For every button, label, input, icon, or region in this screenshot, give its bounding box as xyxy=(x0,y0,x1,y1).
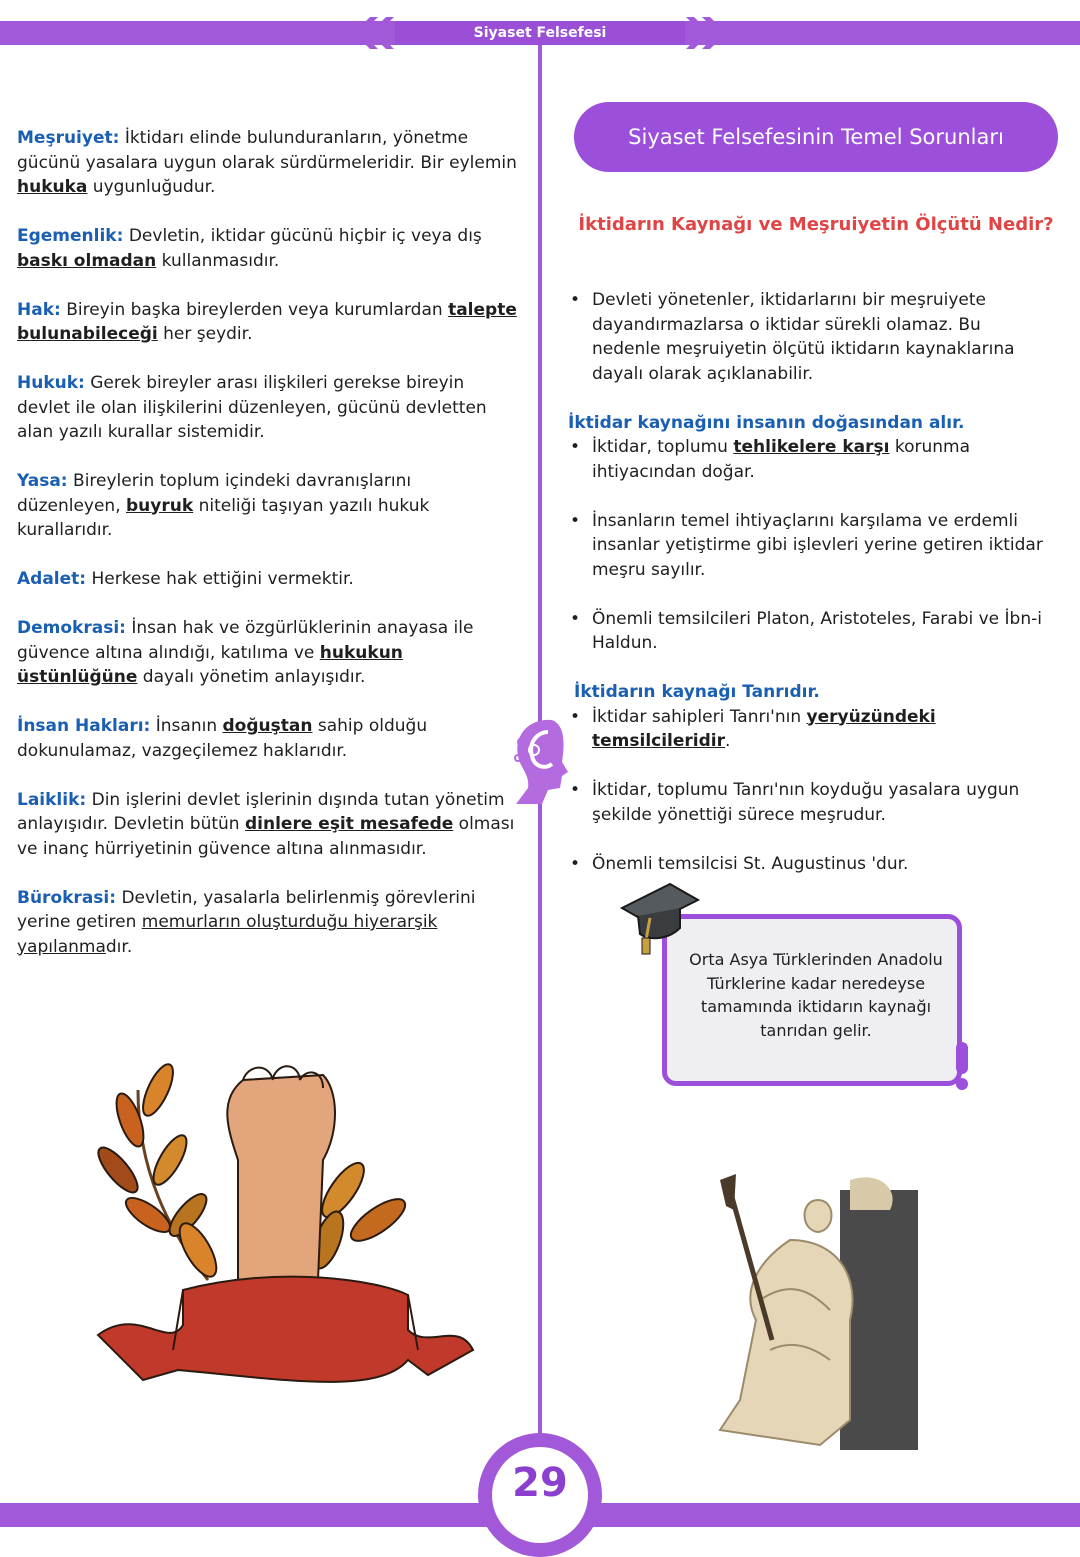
human-nature-bullet-1: • İktidar, toplumu tehlikelere karşı korunma ihtiyacından doğar. xyxy=(568,435,1048,484)
human-nature-bullet-2: • İnsanların temel ihtiyaçlarını karşılama ve erdemli insanlar yetiştirme gibi işlevleri yerine getiren iktidar meşru sayılır. xyxy=(568,509,1048,583)
intro-bullet: • Devleti yönetenler, iktidarlarını bir meşruiyete dayandırmazlarsa o iktidar sürekli olamaz. Bu nedenle meşruiyetin ölçütü iktidarın kaynaklarına dayalı olarak açıklanabilir. xyxy=(568,288,1048,386)
right-content xyxy=(568,288,1048,901)
section-human-nature-heading: İktidar kaynağını insanın doğasından alır. xyxy=(568,412,965,433)
definition-mesruiyet: Meşruiyet: İktidarı elinde bulunduranların, yönetme gücünü yasalara uygun olarak sürdürmeleridir. Bir eylemin hukuka uygunluğudur. xyxy=(17,128,517,197)
god-bullet-2: • İktidar, toplumu Tanrı'nın koyduğu yasalara uygun şekilde yönettiği sürece meşrudur. xyxy=(568,778,1048,827)
raised-fist-illustration xyxy=(78,1050,478,1395)
definition-yasa: Yasa: Bireylerin toplum içindeki davranışlarını düzenleyen, buyruk niteliği taşıyan yazılı hukuk kurallarıdır. xyxy=(17,471,430,540)
header-title: Siyaset Felsefesi xyxy=(395,21,685,45)
exclamation-icon xyxy=(952,1042,972,1092)
page-number: 29 xyxy=(512,1460,568,1506)
definitions-list xyxy=(17,126,517,984)
definition-hukuk: Hukuk: Gerek bireyler arası ilişkileri gerekse bireyin devlet ile olan ilişkilerini düzenleyen, gücünü devletten alan yazılı kurallar sistemidir. xyxy=(17,373,487,442)
graduation-cap-icon xyxy=(618,878,702,960)
god-bullet-1: • İktidar sahipleri Tanrı'nın yeryüzündeki temsilcileridir. xyxy=(568,705,1048,754)
section-title-pill: Siyaset Felsefesinin Temel Sorunları xyxy=(574,102,1058,172)
definition-hak: Hak: Bireyin başka bireylerden veya kurumlardan talepte bulunabileceği her şeydir. xyxy=(17,299,517,344)
chevron-right-icon xyxy=(682,17,732,49)
definition-demokrasi: Demokrasi: İnsan hak ve özgürlüklerinin anayasa ile güvence altına alındığı, katılıma ve hukukun üstünlüğüne dayalı yönetim anlayışıdır. xyxy=(17,618,474,687)
question-heading: İktidarın Kaynağı ve Meşruiyetin Ölçütü Nedir? xyxy=(578,214,1054,235)
god-bullet-3: • Önemli temsilcisi St. Augustinus 'dur. xyxy=(568,852,1048,877)
section-god-heading: İktidarın kaynağı Tanrıdır. xyxy=(574,682,820,702)
definition-insan-haklari: İnsan Hakları: İnsanın doğuştan sahip olduğu dokunulamaz, vazgeçilemez haklarıdır. xyxy=(17,716,428,761)
definition-laiklik: Laiklik: Din işlerini devlet işlerinin dışında tutan yönetim anlayışıdır. Devletin bütün dinlere eşit mesafede olması ve inanç hürriyetinin güvence altına alınmasıdır. xyxy=(17,789,515,859)
chevron-left-icon xyxy=(348,17,398,49)
definition-adalet: Adalet: Herkese hak ettiğini vermektir. xyxy=(17,569,354,589)
human-nature-bullet-3: • Önemli temsilcileri Platon, Aristoteles, Farabi ve İbn-i Haldun. xyxy=(568,607,1048,656)
definition-egemenlik: Egemenlik: Devletin, iktidar gücünü hiçbir iç veya dış baskı olmadan kullanmasıdır. xyxy=(17,226,482,271)
brain-head-icon xyxy=(508,716,572,808)
definition-burokrasi: Bürokrasi: Devletin, yasalarla belirlenmiş görevlerini yerine getiren memurların oluşturduğu hiyerarşik yapılanmadır. xyxy=(17,887,476,957)
seated-ruler-statue-illustration xyxy=(700,1170,930,1455)
note-text: Orta Asya Türklerinden Anadolu Türklerine kadar neredeyse tamamında iktidarın kaynağı tanrıdan gelir. xyxy=(689,950,943,1040)
